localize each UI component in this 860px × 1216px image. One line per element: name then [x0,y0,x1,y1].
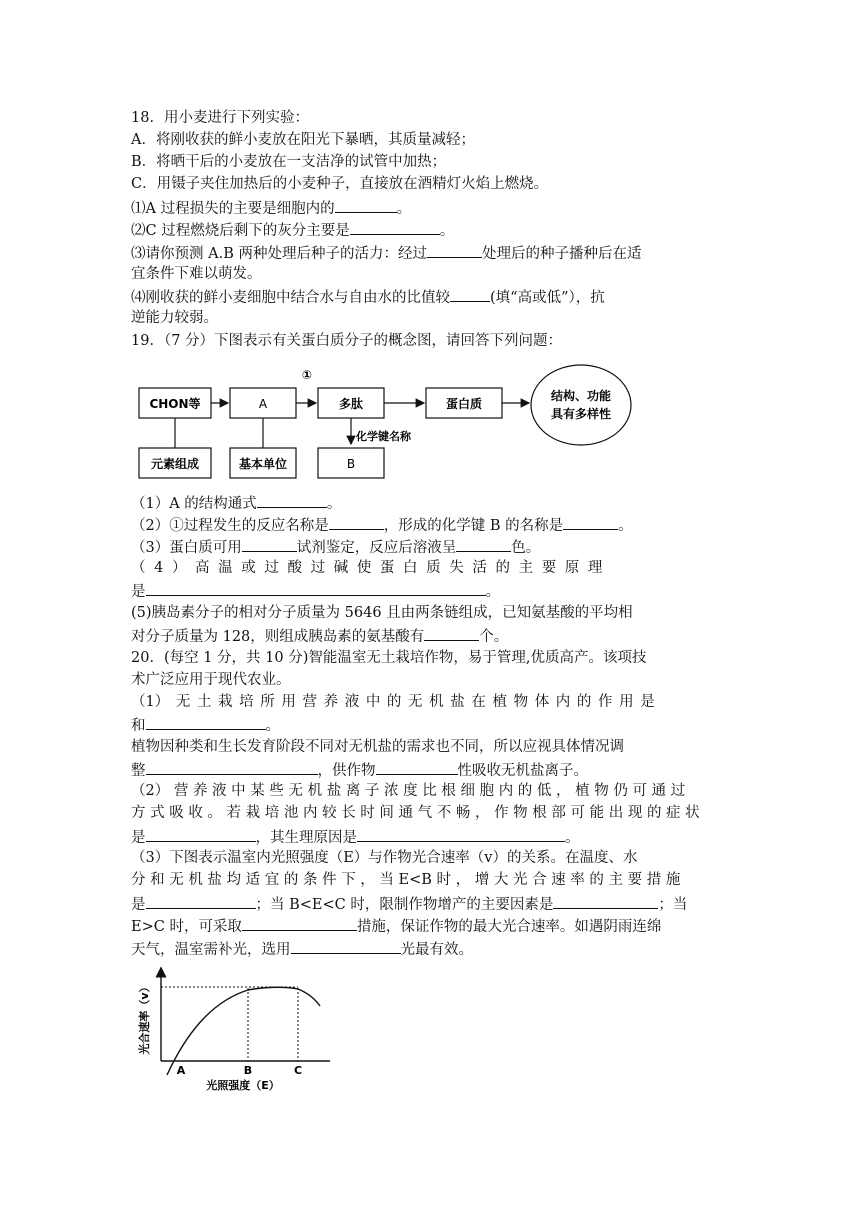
process-1-label: ① [301,368,313,382]
ellipse-line2: 具有多样性 [550,407,612,421]
diversity-ellipse [531,365,631,445]
q18-part4-text: ⑷刚收获的鲜小麦细胞中结合水与自由水的比值较 [131,290,450,306]
q18-part4 [131,286,731,308]
chon-label: CHON等 [149,397,201,411]
q20-part3-line2: 分 和 无 机 盐 均 适 宜 的 条 件 下 ， 当 E<B 时 ， 增 大 光 合 速 率 的 主 要 措 施 [131,872,681,888]
q19-part2 [131,514,731,536]
y-axis-label: 光合速率（v） [138,981,151,1055]
answer-blank[interactable] [350,219,440,235]
q20-title-line2: 术广泛应用于现代农业。 [131,672,291,688]
q20-part3-line3 [131,893,731,915]
answer-blank[interactable] [146,826,256,842]
q20-part3-end: ；当 [658,897,688,913]
q18-title: 18．用小麦进行下列实验： [131,110,309,126]
answer-blank[interactable] [242,536,297,552]
answer-blank[interactable] [424,625,479,641]
q19-part5-line2 [131,625,731,647]
q18-part1-text: ⑴A 过程损失的主要是细胞内的 [131,201,335,217]
q18-item-c: C．用镊子夹住加热后的小麦种子，直接放在酒精灯火焰上燃烧。 [131,176,549,192]
answer-blank[interactable] [146,893,256,909]
q20-part3-l5-text: 天气，温室需补光，选用 [131,942,291,958]
q19-part3 [131,536,731,558]
q20-part2-mid: ，其生理原因是 [255,830,357,846]
rate-curve [167,987,320,1075]
q19-part5-end: 个。 [479,629,509,645]
q18-part1-end: 。 [396,201,412,217]
q18-part2 [131,219,731,241]
peptide-label: 多肽 [338,397,364,411]
answer-blank[interactable] [335,197,397,213]
q20-part2-text: 是 [131,830,146,846]
q20-part3-text: 是 [131,897,146,913]
q20-part1b-end: 性吸收无机盐离子。 [457,763,588,779]
q20-part3-line1: （3）下图表示温室内光照强度（E）与作物光合速率（v）的关系。在温度、水 [131,850,638,866]
q19-part3-mid: 试剂鉴定，反应后溶液呈 [296,540,457,556]
q20-part1b-mid: ，供作物 [317,763,376,779]
q19-part5-text: 对分子质量为 128，则组成胰岛素的氨基酸有 [131,629,425,645]
point-c-label: C [293,1064,303,1077]
a-label: A [258,397,268,411]
bond-name-label: 化学键名称 [356,430,411,443]
q20-part1-line1: （1） 无 土 栽 培 所 用 营 养 液 中 的 无 机 盐 在 植 物 体 内 的 作 用 是 [131,694,655,710]
q20-part1b-text: 整 [131,763,146,779]
answer-blank[interactable] [146,714,266,730]
q19-part1-text: （1）A 的结构通式 [131,496,257,512]
q20-part2-line3 [131,826,731,848]
answer-blank[interactable] [329,514,384,530]
elements-label: 元素组成 [150,457,200,471]
q19-part4-line1: （ 4 ） 高 温 或 过 酸 过 碱 使 蛋 白 质 失 活 的 主 要 原 理 [131,560,603,576]
q18-part1 [131,197,731,219]
q20-part1-text: 和 [131,718,146,734]
protein-label: 蛋白质 [445,397,483,411]
q18-part2-end: 。 [439,223,455,239]
q18-part3-rest: 处理后的种子播种后在适 [481,246,642,262]
q18-part4-line2: 逆能力较弱。 [131,310,218,326]
q20-part1b-line1: 植物因种类和生长发育阶段不同对无机盐的需求也不同，所以应视具体情况调 [131,739,624,755]
q19-part3-end: 色。 [511,540,541,556]
q19-part2-mid: ，形成的化学键 B 的名称是 [383,518,564,534]
q20-part3-line5 [131,938,731,960]
answer-blank[interactable] [146,759,318,775]
x-axis-label: 光照强度（E） [206,1079,280,1092]
photosynthesis-graph [130,966,340,1094]
q20-part3-l4-text: E>C 时，可采取 [131,919,242,935]
answer-blank[interactable] [257,492,327,508]
answer-blank[interactable] [427,242,482,258]
answer-blank[interactable] [563,514,618,530]
q19-part4-end: 。 [485,584,500,600]
q20-part1b-line2 [131,759,731,781]
q19-title: 19．（7 分）下图表示有关蛋白质分子的概念图，请回答下列问题： [131,333,563,349]
point-a-label: A [176,1064,186,1077]
q20-part3-mid: ；当 B<E<C 时，限制作物增产的主要因素是 [255,897,554,913]
answer-blank[interactable] [357,826,565,842]
q18-part4-rest: (填“高或低”），抗 [490,290,605,306]
q20-part3-l4-rest: 措施，保证作物的最大光合速率。如遇阴雨连绵 [356,919,662,935]
q19-part1-end: 。 [326,496,342,512]
q20-part2-line2: 方 式 吸 收 。 若 栽 培 池 内 较 长 时 间 通 气 不 畅 ， 作 物 根 部 可 能 出 现 的 症 状 [131,805,700,821]
answer-blank[interactable] [242,915,357,931]
q20-part2-line1: （2） 营 养 液 中 某 些 无 机 盐 离 子 浓 度 比 根 细 胞 内 的 低 ， 植 物 仍 可 通 过 [131,783,686,799]
q19-part4-line2 [131,580,731,602]
q19-part4-text: 是 [131,584,146,600]
answer-blank[interactable] [146,580,486,596]
q20-part2-end: 。 [565,830,580,846]
q20-part3-l5-end: 光最有效。 [400,942,473,958]
answer-blank[interactable] [456,536,511,552]
q18-part2-text: ⑵C 过程燃烧后剩下的灰分主要是 [131,223,350,239]
b-label: B [346,457,356,471]
answer-blank[interactable] [376,759,458,775]
q19-part3-text: （3）蛋白质可用 [131,540,242,556]
answer-blank[interactable] [291,938,401,954]
q18-part3-line2: 宜条件下难以萌发。 [131,266,262,282]
q20-part1-line2 [131,714,731,736]
q19-part5-line1: (5)胰岛素分子的相对分子质量为 5646 且由两条链组成，已知氨基酸的平均相 [131,605,633,621]
q18-part3-text: ⑶请你预测 A.B 两种处理后种子的活力：经过 [131,246,427,262]
q19-part1 [131,492,731,514]
point-b-label: B [243,1064,253,1077]
answer-blank[interactable] [553,893,658,909]
q18-item-a: A．将刚收获的鲜小麦放在阳光下暴晒，其质量减轻； [131,132,475,148]
q19-part2-end: 。 [618,518,633,534]
q20-part1-end: 。 [265,718,280,734]
q18-item-b: B．将晒干后的小麦放在一支洁净的试管中加热； [131,154,447,170]
answer-blank[interactable] [450,286,490,302]
protein-concept-diagram [135,362,655,490]
q18-part3 [131,242,731,264]
ellipse-line1: 结构、功能 [550,389,612,403]
unit-label: 基本单位 [238,457,288,471]
q20-part3-line4 [131,915,731,937]
q19-part2-text: （2）①过程发生的反应名称是 [131,518,329,534]
q20-title-line1: 20．(每空 1 分，共 10 分)智能温室无土栽培作物，易于管理,优质高产。该项技 [131,650,647,666]
